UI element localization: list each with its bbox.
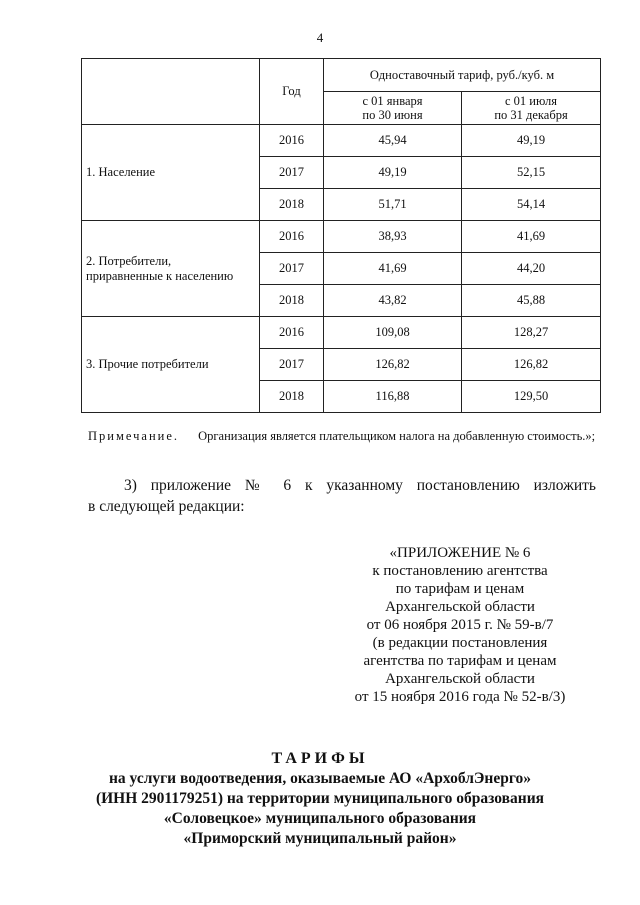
appendix-line: Архангельской области bbox=[385, 599, 535, 615]
year-cell: 2018 bbox=[260, 285, 324, 317]
value-cell: 49,19 bbox=[462, 125, 601, 157]
appendix-line: Архангельской области bbox=[385, 671, 535, 687]
table-row bbox=[82, 317, 601, 349]
value-cell: 126,82 bbox=[462, 349, 601, 381]
value-cell: 109,08 bbox=[324, 317, 462, 349]
category-population: 1. Население bbox=[82, 125, 260, 221]
appendix-line: от 15 ноября 2016 года № 52-в/3) bbox=[354, 689, 566, 705]
value-cell: 51,71 bbox=[324, 189, 462, 221]
table-row bbox=[82, 221, 601, 253]
year-cell: 2017 bbox=[260, 157, 324, 189]
value-cell: 38,93 bbox=[324, 221, 462, 253]
appendix-line: от 06 ноября 2015 г. № 59-в/7 bbox=[366, 617, 554, 633]
year-cell: 2018 bbox=[260, 189, 324, 221]
title-line: на услуги водоотведения, оказываемые АО «АрхоблЭнерго» bbox=[108, 770, 531, 787]
appendix-line: агентства по тарифам и ценам bbox=[363, 653, 557, 669]
title-line: «Соловецкое» муниципального образования bbox=[163, 810, 477, 827]
header-period-2: с 01 июля по 31 декабря bbox=[462, 92, 601, 125]
value-cell: 49,19 bbox=[324, 157, 462, 189]
year-cell: 2018 bbox=[260, 381, 324, 413]
appendix-line: к постановлению агентства bbox=[372, 563, 548, 579]
value-cell: 41,69 bbox=[324, 253, 462, 285]
appendix-line: (в редакции постановления bbox=[372, 635, 548, 651]
title-line: «Приморский муниципальный район» bbox=[183, 830, 457, 847]
title-line: (ИНН 2901179251) на территории муниципального образования bbox=[95, 790, 545, 807]
tariff-table bbox=[81, 58, 601, 413]
paragraph-line-2: в следующей редакции: bbox=[88, 498, 245, 515]
value-cell: 45,88 bbox=[462, 285, 601, 317]
value-cell: 52,15 bbox=[462, 157, 601, 189]
category-other-consumers: 3. Прочие потребители bbox=[82, 317, 260, 413]
table-row bbox=[82, 125, 601, 157]
amendment-paragraph bbox=[88, 475, 596, 517]
header-period-1: с 01 января по 30 июня bbox=[324, 92, 462, 125]
value-cell: 43,82 bbox=[324, 285, 462, 317]
note-label: Примечание. bbox=[88, 429, 180, 443]
header-empty-cell bbox=[82, 59, 260, 125]
category-equivalent-consumers: 2. Потребители, приравненные к населению bbox=[82, 221, 260, 317]
year-cell: 2017 bbox=[260, 253, 324, 285]
value-cell: 44,20 bbox=[462, 253, 601, 285]
value-cell: 41,69 bbox=[462, 221, 601, 253]
year-cell: 2016 bbox=[260, 317, 324, 349]
value-cell: 126,82 bbox=[324, 349, 462, 381]
title-heading: ТАРИФЫ bbox=[271, 750, 369, 767]
year-cell: 2016 bbox=[260, 221, 324, 253]
appendix-header bbox=[320, 544, 600, 706]
appendix-line: по тарифам и ценам bbox=[395, 581, 525, 597]
value-cell: 116,88 bbox=[324, 381, 462, 413]
note-text: Организация является плательщиком налога на добавленную стоимость.»; bbox=[198, 429, 596, 443]
paragraph-line-1: 3) приложение № 6 к указанному постановлению изложить bbox=[124, 477, 596, 494]
value-cell: 45,94 bbox=[324, 125, 462, 157]
value-cell: 54,14 bbox=[462, 189, 601, 221]
header-year: Год bbox=[260, 59, 324, 125]
value-cell: 128,27 bbox=[462, 317, 601, 349]
year-cell: 2017 bbox=[260, 349, 324, 381]
value-cell: 129,50 bbox=[462, 381, 601, 413]
header-tariff: Одноставочный тариф, руб./куб. м bbox=[324, 59, 601, 92]
table-note bbox=[88, 428, 596, 444]
page-number: 4 bbox=[316, 30, 324, 45]
year-cell: 2016 bbox=[260, 125, 324, 157]
document-title bbox=[0, 749, 640, 849]
appendix-line: «ПРИЛОЖЕНИЕ № 6 bbox=[389, 545, 531, 561]
